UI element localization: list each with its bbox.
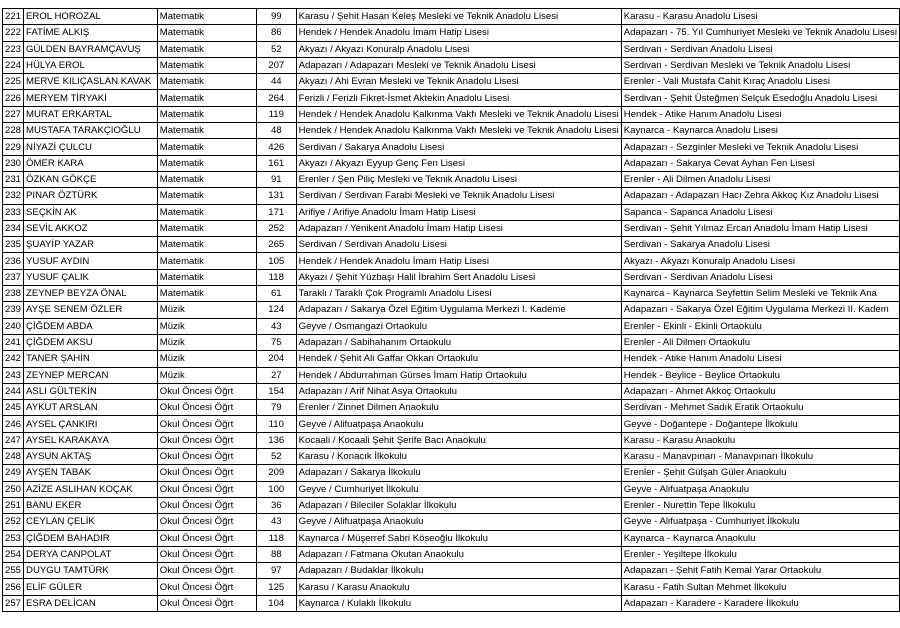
teacher-name-cell: AYSEL KARAKAYA	[24, 432, 158, 448]
teacher-name-cell: YUSUF AYDIN	[24, 253, 158, 269]
assigned-school-cell: Adapazarı - 75. Yıl Cumhuriyet Mesleki ve Teknik Anadolu Lisesi	[621, 25, 899, 41]
teacher-name-cell: ŞUAYİP YAZAR	[24, 237, 158, 253]
table-row	[3, 595, 900, 611]
assigned-school-cell: Kaynarca - Kaynarca Seyfettin Selim Mesleki ve Teknik Ana	[621, 286, 899, 302]
teacher-name-cell: MURAT ERKARTAL	[24, 106, 158, 122]
service-score-cell: 104	[256, 595, 296, 611]
row-number-cell: 252	[3, 514, 24, 530]
current-school-cell: Karasu / Şehit Hasan Keleş Mesleki ve Teknik Anadolu Lisesi	[296, 9, 621, 25]
service-score-cell: 161	[256, 155, 296, 171]
current-school-cell: Ferizli / Ferizli Fikret-İsmet Aktekin Anadolu Lisesi	[296, 90, 621, 106]
teacher-name-cell: AYSEL ÇANKIRI	[24, 416, 158, 432]
branch-name-cell: Matematik	[157, 171, 256, 187]
current-school-cell: Akyazı / Akyazı Konuralp Anadolu Lisesi	[296, 41, 621, 57]
branch-name-cell: Okul Öncesi Öğrt	[157, 530, 256, 546]
branch-name-cell: Matematik	[157, 253, 256, 269]
assigned-school-cell: Serdivan - Serdivan Anadolu Lisesi	[621, 269, 899, 285]
row-number-cell: 244	[3, 383, 24, 399]
assigned-school-cell: Serdivan - Şehit Yılmaz Ercan Anadolu İmam Hatip Lisesi	[621, 220, 899, 236]
current-school-cell: Akyazı / Ahi Evran Mesleki ve Teknik Anadolu Lisesi	[296, 74, 621, 90]
table-row	[3, 514, 900, 530]
branch-name-cell: Matematik	[157, 237, 256, 253]
table-row	[3, 204, 900, 220]
current-school-cell: Adapazarı / Fatmana Okutan Anaokulu	[296, 546, 621, 562]
table-row	[3, 383, 900, 399]
table-row	[3, 171, 900, 187]
teacher-name-cell: AYŞEN TABAK	[24, 465, 158, 481]
teacher-name-cell: MERVE KILIÇASLAN KAVAK	[24, 74, 158, 90]
teacher-name-cell: ASLI GÜLTEKİN	[24, 383, 158, 399]
teacher-name-cell: DUYGU TAMTÜRK	[24, 563, 158, 579]
teacher-name-cell: SEVİL AKKOZ	[24, 220, 158, 236]
current-school-cell: Hendek / Hendek Anadolu Kalkınma Vakfı Mesleki ve Teknik Anadolu Lisesi	[296, 106, 621, 122]
row-number-cell: 247	[3, 432, 24, 448]
service-score-cell: 43	[256, 514, 296, 530]
branch-name-cell: Okul Öncesi Öğrt	[157, 546, 256, 562]
assigned-school-cell: Adapazarı - Sakarya Özel Eğitim Uygulama Merkezi II. Kadem	[621, 302, 899, 318]
row-number-cell: 254	[3, 546, 24, 562]
teacher-name-cell: HÜLYA EROL	[24, 57, 158, 73]
current-school-cell: Erenler / Zinnet Dilmen Anaokulu	[296, 400, 621, 416]
current-school-cell: Erenler / Şen Piliç Mesleki ve Teknik Anadolu Lisesi	[296, 171, 621, 187]
current-school-cell: Hendek / Hendek Anadolu Kalkınma Vakfı Mesleki ve Teknik Anadolu Lisesi	[296, 123, 621, 139]
table-row	[3, 57, 900, 73]
assigned-school-cell: Erenler - Ali Dilmen Anadolu Lisesi	[621, 171, 899, 187]
table-row	[3, 497, 900, 513]
service-score-cell: 44	[256, 74, 296, 90]
row-number-cell: 251	[3, 497, 24, 513]
assigned-school-cell: Erenler - Ekinli - Ekinli Ortaokulu	[621, 318, 899, 334]
branch-name-cell: Matematik	[157, 188, 256, 204]
teacher-name-cell: YUSUF ÇALIK	[24, 269, 158, 285]
assigned-school-cell: Sapanca - Sapanca Anadolu Lisesi	[621, 204, 899, 220]
teacher-name-cell: SEÇKİN AK	[24, 204, 158, 220]
teacher-name-cell: FATİME ALKIŞ	[24, 25, 158, 41]
table-row	[3, 530, 900, 546]
row-number-cell: 228	[3, 123, 24, 139]
row-number-cell: 234	[3, 220, 24, 236]
assignment-table	[2, 8, 900, 612]
assigned-school-cell: Geyve - Alifuatpaşa Anaokulu	[621, 481, 899, 497]
assigned-school-cell: Adapazarı - Adapazarı Hacı Zehra Akkoç Kız Anadolu Lisesi	[621, 188, 899, 204]
assigned-school-cell: Adapazarı - Sakarya Cevat Ayhan Fen Lisesi	[621, 155, 899, 171]
assigned-school-cell: Serdivan - Şehit Üsteğmen Selçuk Esedoğlu Anadolu Lisesi	[621, 90, 899, 106]
table-row	[3, 25, 900, 41]
assigned-school-cell: Geyve - Alifuatpaşa - Cumhuriyet İlkokulu	[621, 514, 899, 530]
current-school-cell: Arifiye / Arifiye Anadolu İmam Hatip Lisesi	[296, 204, 621, 220]
service-score-cell: 61	[256, 286, 296, 302]
table-row	[3, 106, 900, 122]
teacher-name-cell: ZEYNEP BEYZA ÖNAL	[24, 286, 158, 302]
current-school-cell: Kaynarca / Kulaklı İlkokulu	[296, 595, 621, 611]
service-score-cell: 154	[256, 383, 296, 399]
assigned-school-cell: Serdivan - Serdivan Anadolu Lisesi	[621, 41, 899, 57]
branch-name-cell: Okul Öncesi Öğrt	[157, 449, 256, 465]
current-school-cell: Karasu / Konacık İlkokulu	[296, 449, 621, 465]
service-score-cell: 125	[256, 579, 296, 595]
service-score-cell: 100	[256, 481, 296, 497]
current-school-cell: Serdivan / Serdivan Farabi Mesleki ve Teknik Anadolu Lisesi	[296, 188, 621, 204]
assigned-school-cell: Karasu - Karasu Anaokulu	[621, 432, 899, 448]
table-row	[3, 302, 900, 318]
row-number-cell: 253	[3, 530, 24, 546]
service-score-cell: 105	[256, 253, 296, 269]
table-row	[3, 90, 900, 106]
service-score-cell: 204	[256, 351, 296, 367]
teacher-name-cell: AZİZE ASLIHAN KOÇAK	[24, 481, 158, 497]
current-school-cell: Serdivan / Serdivan Anadolu Lisesi	[296, 237, 621, 253]
service-score-cell: 131	[256, 188, 296, 204]
branch-name-cell: Matematik	[157, 155, 256, 171]
row-number-cell: 223	[3, 41, 24, 57]
service-score-cell: 426	[256, 139, 296, 155]
teacher-name-cell: ÖMER KARA	[24, 155, 158, 171]
table-row	[3, 432, 900, 448]
table-row	[3, 351, 900, 367]
assigned-school-cell: Adapazarı - Şehit Fatih Kemal Yarar Ortaokulu	[621, 563, 899, 579]
branch-name-cell: Okul Öncesi Öğrt	[157, 400, 256, 416]
current-school-cell: Geyve / Alifuatpaşa Anaokulu	[296, 416, 621, 432]
service-score-cell: 136	[256, 432, 296, 448]
branch-name-cell: Okul Öncesi Öğrt	[157, 497, 256, 513]
branch-name-cell: Okul Öncesi Öğrt	[157, 432, 256, 448]
branch-name-cell: Müzik	[157, 367, 256, 383]
table-row	[3, 188, 900, 204]
teacher-name-cell: ESRA DELİCAN	[24, 595, 158, 611]
branch-name-cell: Okul Öncesi Öğrt	[157, 514, 256, 530]
table-row	[3, 546, 900, 562]
row-number-cell: 226	[3, 90, 24, 106]
assigned-school-cell: Adapazarı - Ahmet Akkoç Ortaokulu	[621, 383, 899, 399]
table-row	[3, 579, 900, 595]
current-school-cell: Hendek / Abdurrahman Gürses İmam Hatip Ortaokulu	[296, 367, 621, 383]
teacher-name-cell: TANER ŞAHİN	[24, 351, 158, 367]
current-school-cell: Adapazarı / Sakarya Özel Eğitim Uygulama Merkezi I. Kademe	[296, 302, 621, 318]
table-row	[3, 416, 900, 432]
current-school-cell: Adapazarı / Budaklar İlkokulu	[296, 563, 621, 579]
table-row	[3, 334, 900, 350]
service-score-cell: 118	[256, 269, 296, 285]
service-score-cell: 119	[256, 106, 296, 122]
teacher-name-cell: DERYA CANPOLAT	[24, 546, 158, 562]
assigned-school-cell: Hendek - Atike Hanım Anadolu Lisesi	[621, 106, 899, 122]
branch-name-cell: Matematik	[157, 41, 256, 57]
assigned-school-cell: Adapazarı - Sezginler Mesleki ve Teknik Anadolu Lisesi	[621, 139, 899, 155]
row-number-cell: 248	[3, 449, 24, 465]
row-number-cell: 250	[3, 481, 24, 497]
branch-name-cell: Okul Öncesi Öğrt	[157, 579, 256, 595]
assignment-table-body	[3, 9, 900, 612]
service-score-cell: 110	[256, 416, 296, 432]
assigned-school-cell: Kaynarca - Kaynarca Anaokulu	[621, 530, 899, 546]
service-score-cell: 52	[256, 41, 296, 57]
branch-name-cell: Müzik	[157, 334, 256, 350]
assigned-school-cell: Serdivan - Sakarya Anadolu Lisesi	[621, 237, 899, 253]
assigned-school-cell: Karasu - Karasu Anadolu Lisesi	[621, 9, 899, 25]
branch-name-cell: Okul Öncesi Öğrt	[157, 465, 256, 481]
table-row	[3, 74, 900, 90]
row-number-cell: 255	[3, 563, 24, 579]
row-number-cell: 236	[3, 253, 24, 269]
current-school-cell: Adapazarı / Arif Nihat Asya Ortaokulu	[296, 383, 621, 399]
branch-name-cell: Matematik	[157, 57, 256, 73]
branch-name-cell: Okul Öncesi Öğrt	[157, 563, 256, 579]
branch-name-cell: Matematik	[157, 204, 256, 220]
row-number-cell: 239	[3, 302, 24, 318]
table-row	[3, 286, 900, 302]
current-school-cell: Kaynarca / Müşerref Sabri Köseoğlu İlkokulu	[296, 530, 621, 546]
row-number-cell: 230	[3, 155, 24, 171]
table-row	[3, 41, 900, 57]
teacher-name-cell: AYŞE SENEM ÖZLER	[24, 302, 158, 318]
service-score-cell: 97	[256, 563, 296, 579]
table-row	[3, 367, 900, 383]
teacher-name-cell: EROL HOROZAL	[24, 9, 158, 25]
table-row	[3, 155, 900, 171]
branch-name-cell: Müzik	[157, 318, 256, 334]
current-school-cell: Akyazı / Akyazı Eyyup Genç Fen Lisesi	[296, 155, 621, 171]
table-row	[3, 563, 900, 579]
row-number-cell: 231	[3, 171, 24, 187]
current-school-cell: Geyve / Osmangazi Ortaokulu	[296, 318, 621, 334]
table-row	[3, 220, 900, 236]
row-number-cell: 235	[3, 237, 24, 253]
assigned-school-cell: Karasu - Fatih Sultan Mehmet İlkokulu	[621, 579, 899, 595]
current-school-cell: Adapazarı / Bileciler Solaklar İlkokulu	[296, 497, 621, 513]
row-number-cell: 227	[3, 106, 24, 122]
current-school-cell: Geyve / Cumhuriyet İlkokulu	[296, 481, 621, 497]
service-score-cell: 99	[256, 9, 296, 25]
assigned-school-cell: Geyve - Doğantepe - Doğantepe İlkokulu	[621, 416, 899, 432]
row-number-cell: 246	[3, 416, 24, 432]
table-row	[3, 9, 900, 25]
assigned-school-cell: Serdivan - Mehmet Sadık Eratik Ortaokulu	[621, 400, 899, 416]
branch-name-cell: Matematik	[157, 106, 256, 122]
row-number-cell: 243	[3, 367, 24, 383]
service-score-cell: 86	[256, 25, 296, 41]
table-row	[3, 237, 900, 253]
teacher-name-cell: ÇİĞDEM AKSU	[24, 334, 158, 350]
teacher-name-cell: GÜLDEN BAYRAMÇAVUŞ	[24, 41, 158, 57]
teacher-name-cell: CEYLAN ÇELİK	[24, 514, 158, 530]
service-score-cell: 36	[256, 497, 296, 513]
current-school-cell: Hendek / Hendek Anadolu İmam Hatip Lisesi	[296, 25, 621, 41]
current-school-cell: Karasu / Karasu Anaokulu	[296, 579, 621, 595]
assigned-school-cell: Erenler - Yeşiltepe İlkokulu	[621, 546, 899, 562]
row-number-cell: 237	[3, 269, 24, 285]
teacher-name-cell: NİYAZİ ÇULCU	[24, 139, 158, 155]
current-school-cell: Adapazarı / Sakarya İlkokulu	[296, 465, 621, 481]
assigned-school-cell: Akyazı - Akyazı Konuralp Anadolu Lisesi	[621, 253, 899, 269]
assigned-school-cell: Adapazarı - Karadere - Karadere İlkokulu	[621, 595, 899, 611]
teacher-name-cell: AYSUN AKTAŞ	[24, 449, 158, 465]
assigned-school-cell: Erenler - Vali Mustafa Cahit Kıraç Anadolu Lisesi	[621, 74, 899, 90]
assigned-school-cell: Erenler - Ali Dilmen Ortaokulu	[621, 334, 899, 350]
assigned-school-cell: Hendek - Atike Hanım Anadolu Lisesi	[621, 351, 899, 367]
branch-name-cell: Matematik	[157, 139, 256, 155]
branch-name-cell: Okul Öncesi Öğrt	[157, 383, 256, 399]
teacher-name-cell: ELİF GÜLER	[24, 579, 158, 595]
current-school-cell: Adapazarı / Yenikent Anadolu İmam Hatip Lisesi	[296, 220, 621, 236]
branch-name-cell: Matematik	[157, 269, 256, 285]
current-school-cell: Taraklı / Taraklı Çok Programlı Anadolu Lisesi	[296, 286, 621, 302]
table-row	[3, 139, 900, 155]
table-row	[3, 465, 900, 481]
table-row	[3, 269, 900, 285]
table-row	[3, 400, 900, 416]
service-score-cell: 265	[256, 237, 296, 253]
assigned-school-cell: Kaynarca - Kaynarca Anadolu Lisesi	[621, 123, 899, 139]
branch-name-cell: Okul Öncesi Öğrt	[157, 595, 256, 611]
row-number-cell: 256	[3, 579, 24, 595]
row-number-cell: 240	[3, 318, 24, 334]
row-number-cell: 221	[3, 9, 24, 25]
row-number-cell: 257	[3, 595, 24, 611]
branch-name-cell: Matematik	[157, 90, 256, 106]
service-score-cell: 48	[256, 123, 296, 139]
current-school-cell: Hendek / Şehit Ali Gaffar Okkan Ortaokulu	[296, 351, 621, 367]
service-score-cell: 124	[256, 302, 296, 318]
assigned-school-cell: Karasu - Manavpınarı - Manavpınarı İlkokulu	[621, 449, 899, 465]
assigned-school-cell: Erenler - Nurettin Tepe İlkokulu	[621, 497, 899, 513]
service-score-cell: 79	[256, 400, 296, 416]
service-score-cell: 252	[256, 220, 296, 236]
table-row	[3, 449, 900, 465]
teacher-name-cell: BANU EKER	[24, 497, 158, 513]
branch-name-cell: Matematik	[157, 9, 256, 25]
teacher-name-cell: MUSTAFA TARAKÇIOĞLU	[24, 123, 158, 139]
row-number-cell: 245	[3, 400, 24, 416]
service-score-cell: 171	[256, 204, 296, 220]
service-score-cell: 75	[256, 334, 296, 350]
current-school-cell: Hendek / Hendek Anadolu İmam Hatip Lisesi	[296, 253, 621, 269]
branch-name-cell: Matematik	[157, 74, 256, 90]
current-school-cell: Akyazı / Şehit Yüzbaşı Halil İbrahim Sert Anadolu Lisesi	[296, 269, 621, 285]
table-row	[3, 318, 900, 334]
row-number-cell: 233	[3, 204, 24, 220]
branch-name-cell: Okul Öncesi Öğrt	[157, 416, 256, 432]
teacher-name-cell: ZEYNEP MERCAN	[24, 367, 158, 383]
service-score-cell: 91	[256, 171, 296, 187]
service-score-cell: 43	[256, 318, 296, 334]
branch-name-cell: Matematik	[157, 25, 256, 41]
service-score-cell: 118	[256, 530, 296, 546]
table-row	[3, 481, 900, 497]
service-score-cell: 209	[256, 465, 296, 481]
assigned-school-cell: Erenler - Şehit Gülşah Güler Anaokulu	[621, 465, 899, 481]
teacher-name-cell: PINAR ÖZTÜRK	[24, 188, 158, 204]
row-number-cell: 224	[3, 57, 24, 73]
assigned-school-cell: Hendek - Beylice - Beylice Ortaokulu	[621, 367, 899, 383]
service-score-cell: 264	[256, 90, 296, 106]
service-score-cell: 207	[256, 57, 296, 73]
row-number-cell: 229	[3, 139, 24, 155]
table-row	[3, 123, 900, 139]
teacher-name-cell: MERYEM TİRYAKİ	[24, 90, 158, 106]
row-number-cell: 232	[3, 188, 24, 204]
current-school-cell: Geyve / Alifuatpaşa Anaokulu	[296, 514, 621, 530]
row-number-cell: 238	[3, 286, 24, 302]
branch-name-cell: Matematik	[157, 220, 256, 236]
row-number-cell: 225	[3, 74, 24, 90]
row-number-cell: 249	[3, 465, 24, 481]
branch-name-cell: Müzik	[157, 351, 256, 367]
current-school-cell: Adapazarı / Sabihahanım Ortaokulu	[296, 334, 621, 350]
current-school-cell: Kocaali / Kocaali Şehit Şerife Bacı Anaokulu	[296, 432, 621, 448]
table-row	[3, 253, 900, 269]
row-number-cell: 222	[3, 25, 24, 41]
current-school-cell: Adapazarı / Adapazarı Mesleki ve Teknik Anadolu Lisesi	[296, 57, 621, 73]
branch-name-cell: Okul Öncesi Öğrt	[157, 481, 256, 497]
row-number-cell: 242	[3, 351, 24, 367]
branch-name-cell: Müzik	[157, 302, 256, 318]
branch-name-cell: Matematik	[157, 123, 256, 139]
service-score-cell: 88	[256, 546, 296, 562]
teacher-name-cell: ÇİĞDEM BAHADIR	[24, 530, 158, 546]
service-score-cell: 52	[256, 449, 296, 465]
row-number-cell: 241	[3, 334, 24, 350]
service-score-cell: 27	[256, 367, 296, 383]
assigned-school-cell: Serdivan - Serdivan Mesleki ve Teknik Anadolu Lisesi	[621, 57, 899, 73]
teacher-name-cell: ÇİĞDEM ABDA	[24, 318, 158, 334]
teacher-name-cell: AYKUT ARSLAN	[24, 400, 158, 416]
teacher-name-cell: ÖZKAN GÖKÇE	[24, 171, 158, 187]
current-school-cell: Serdivan / Sakarya Anadolu Lisesi	[296, 139, 621, 155]
branch-name-cell: Matematik	[157, 286, 256, 302]
